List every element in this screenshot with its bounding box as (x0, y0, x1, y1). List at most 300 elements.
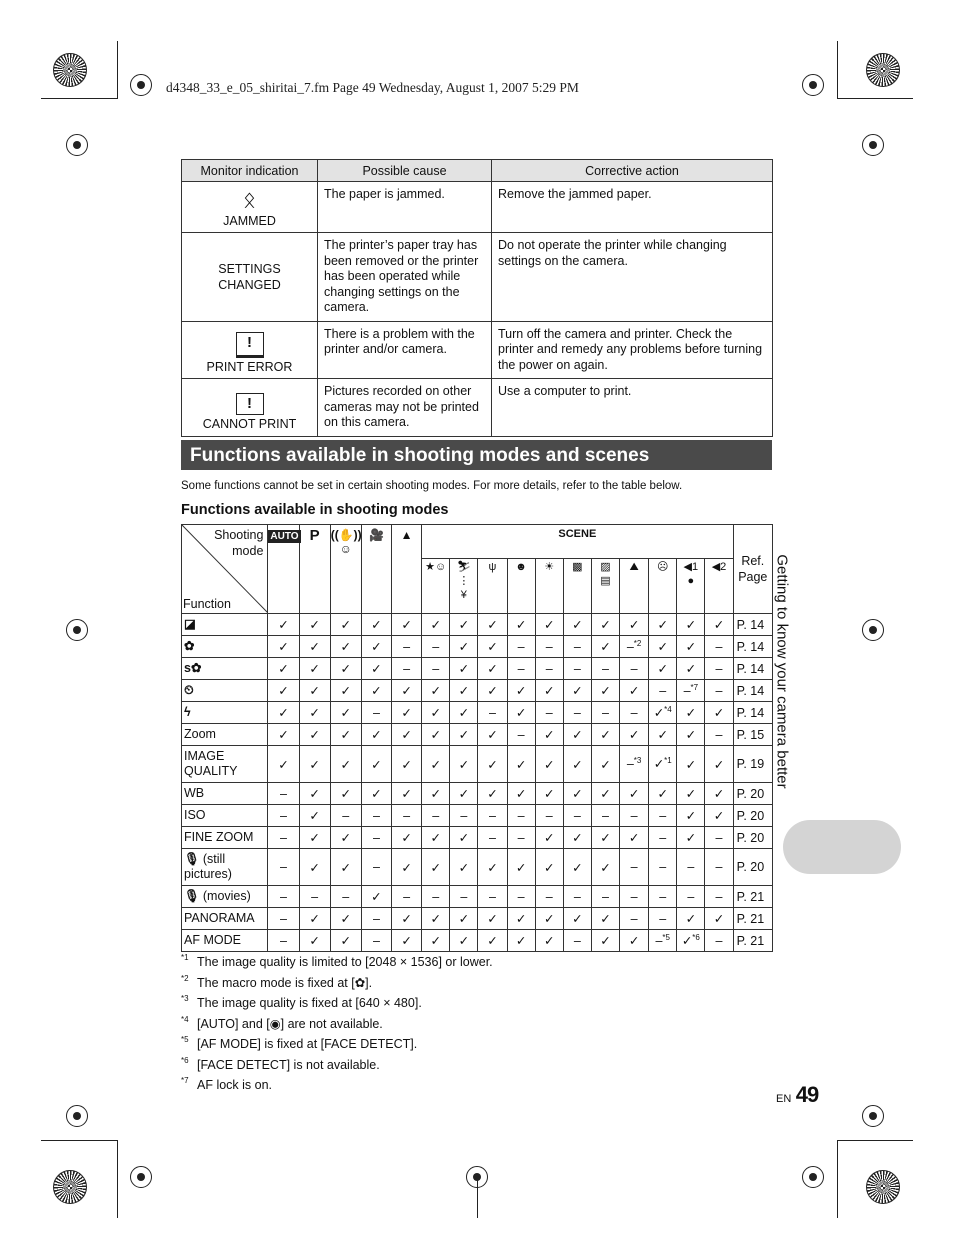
availability-mark: – (488, 889, 496, 904)
availability-cell (677, 805, 705, 827)
printer-error-icon: ! (236, 332, 264, 358)
availability-mark: – (432, 661, 440, 676)
ref-page: P. 14 (733, 702, 772, 724)
availability-cell (677, 783, 705, 805)
availability-cell (330, 930, 361, 952)
availability-mark: – (601, 705, 609, 720)
availability-cell (361, 849, 391, 886)
availability-cell (422, 658, 450, 680)
column-header: Monitor indication (182, 160, 318, 182)
availability-cell (299, 827, 330, 849)
registration-mark-icon (66, 619, 88, 641)
availability-mark: ✓ (430, 912, 441, 926)
registration-mark-icon (862, 134, 884, 156)
availability-mark: – (372, 911, 380, 926)
availability-mark: ✓ (600, 618, 611, 632)
availability-mark: ✓ (309, 757, 320, 772)
footnote-text: [FACE DETECT] is not available. (197, 1057, 380, 1072)
availability-mark: ✓ (600, 684, 611, 698)
availability-cell (705, 636, 733, 658)
availability-mark: – (342, 889, 350, 904)
availability-mark: ✓ (430, 787, 441, 801)
availability-mark: ✓ (458, 787, 470, 801)
availability-mark: ✓ (340, 757, 352, 772)
scene-header: SCENE (422, 525, 733, 559)
table-row (182, 849, 773, 886)
availability-mark: – (517, 889, 525, 904)
availability-cell (422, 930, 450, 952)
ref-page: P. 21 (733, 886, 772, 908)
availability-mark: ✓ (600, 728, 611, 742)
footnote-ref: *2 (633, 638, 642, 648)
availability-mark: ✓ (340, 684, 352, 698)
availability-cell (620, 658, 649, 680)
function-name (182, 805, 268, 827)
availability-cell (391, 658, 421, 680)
ref-header: Ref. Page (733, 525, 772, 614)
availability-mark: ✓ (572, 787, 583, 801)
availability-cell (422, 614, 450, 636)
availability-cell (361, 746, 391, 783)
error-table-header (182, 160, 773, 182)
availability-cell (361, 783, 391, 805)
availability-cell (649, 783, 677, 805)
availability-mark: – (601, 808, 609, 823)
availability-mark: – (545, 705, 553, 720)
availability-cell (563, 805, 591, 827)
availability-mark: ✓ (340, 662, 352, 676)
function-label: AF MODE (184, 933, 241, 947)
ref-page: P. 21 (733, 908, 772, 930)
availability-cell (450, 702, 478, 724)
availability-cell (620, 746, 649, 783)
function-label: ISO (184, 808, 206, 822)
availability-cell (677, 724, 705, 746)
availability-cell (299, 930, 330, 952)
availability-mark: – (372, 705, 380, 720)
availability-mark: – (545, 639, 553, 654)
footnote-ref: *5 (662, 932, 670, 942)
ref-page: P. 21 (733, 930, 772, 952)
availability-mark: – (460, 808, 468, 823)
availability-cell (507, 746, 535, 783)
availability-cell (563, 783, 591, 805)
availability-mark: ✓ (713, 912, 725, 926)
cause-cell: Pictures recorded on other cameras may not be printed on this camera. (318, 379, 492, 437)
ref-page: P. 14 (733, 614, 772, 636)
availability-mark: ✓ (309, 728, 320, 742)
availability-mark: ✓ (401, 860, 412, 875)
availability-mark: – (630, 889, 638, 904)
footnote-ref: *3 (633, 756, 642, 766)
function-label: (still pictures) (184, 852, 232, 881)
availability-mark: ✓ (572, 860, 583, 875)
availability-mark: ✓ (340, 618, 352, 632)
availability-cell (563, 849, 591, 886)
availability-cell (649, 680, 677, 702)
availability-mark: – (601, 661, 609, 676)
monitor-cell (182, 182, 318, 233)
availability-mark: ✓ (572, 728, 583, 742)
table-row (182, 930, 773, 952)
crop-line (837, 41, 838, 99)
availability-cell (422, 702, 450, 724)
availability-cell (268, 636, 299, 658)
availability-cell (677, 908, 705, 930)
availability-mark: – (573, 639, 581, 654)
availability-mark: – (488, 808, 496, 823)
availability-cell (330, 680, 361, 702)
registration-mark-icon (802, 1166, 824, 1188)
availability-mark: ✓ (340, 640, 352, 654)
availability-mark: ✓ (685, 662, 697, 676)
availability-cell (535, 702, 563, 724)
availability-mark: – (630, 705, 638, 720)
availability-cell (330, 886, 361, 908)
crop-line (41, 98, 117, 99)
availability-cell (620, 805, 649, 827)
availability-cell (705, 724, 733, 746)
availability-cell (563, 746, 591, 783)
availability-mark: – (545, 808, 553, 823)
availability-mark: – (280, 889, 287, 904)
availability-mark: ✓ (681, 934, 693, 949)
availability-mark: ✓ (487, 618, 498, 632)
availability-cell (478, 658, 507, 680)
monitor-label: PRINT ERROR (206, 359, 293, 374)
table-row (182, 658, 773, 680)
availability-mark: ✓ (430, 728, 441, 742)
availability-cell (649, 827, 677, 849)
availability-cell (361, 827, 391, 849)
availability-mark: ✓ (278, 662, 289, 676)
cause-cell: The printer’s paper tray has been removed or the printer has been operated while changing settings on the camera. (318, 233, 492, 322)
availability-mark: ✓ (278, 728, 289, 742)
availability-mark: – (372, 808, 380, 823)
footnote-ref: *4 (664, 704, 672, 714)
availability-cell (268, 724, 299, 746)
availability-mark: – (659, 860, 667, 874)
self-timer-icon: ⏲ (184, 683, 194, 697)
availability-cell (450, 636, 478, 658)
availability-cell (535, 886, 563, 908)
availability-mark: ✓ (278, 640, 289, 654)
availability-cell (677, 746, 705, 783)
availability-mark: ✓ (713, 618, 725, 632)
availability-mark: – (659, 889, 667, 904)
availability-mark: – (403, 889, 411, 904)
availability-mark: ✓ (515, 757, 527, 772)
availability-cell (478, 746, 507, 783)
scene-indoor-icon: ☻ (507, 559, 535, 614)
availability-mark: ✓ (401, 912, 412, 926)
availability-mark: ✓ (487, 860, 498, 875)
availability-cell (478, 930, 507, 952)
availability-mark: – (488, 830, 496, 845)
availability-mark: ✓ (309, 860, 320, 875)
page-number-value: 49 (795, 1082, 819, 1107)
footnote-text: The macro mode is fixed at [✿]. (197, 975, 373, 990)
availability-mark: ✓ (278, 757, 289, 772)
availability-mark: ✓ (401, 618, 412, 632)
availability-mark: – (683, 684, 691, 699)
availability-cell (620, 908, 649, 930)
availability-mark: ✓ (657, 787, 668, 801)
availability-mark: ✓ (543, 728, 555, 742)
availability-mark: ✓ (543, 757, 555, 772)
availability-mark: ✓ (401, 787, 412, 801)
footnote-text: [AF MODE] is fixed at [FACE DETECT]. (197, 1037, 418, 1051)
footnote-mark: *2 (181, 973, 189, 983)
availability-mark: ✓ (515, 618, 527, 632)
availability-mark: – (659, 911, 667, 926)
intro-text: Some functions cannot be set in certain shooting modes. For more details, refer to the table below. (181, 480, 683, 492)
availability-mark: ✓ (371, 787, 382, 801)
function-label: IMAGE QUALITY (184, 749, 238, 778)
footnote-text: The image quality is limited to [2048 × 1536] or lower. (197, 955, 493, 969)
availability-mark: ✓ (458, 706, 470, 720)
availability-mark: ✓ (713, 757, 725, 772)
availability-mark: ✓ (628, 684, 640, 698)
availability-mark: ✓ (458, 662, 470, 676)
macro-icon: ✿ (184, 639, 195, 653)
function-label: PANORAMA (184, 911, 255, 925)
function-label: WB (184, 786, 205, 800)
availability-cell (361, 930, 391, 952)
availability-mark: – (403, 808, 411, 823)
availability-mark: – (280, 830, 287, 845)
column-header: Possible cause (318, 160, 492, 182)
table-row (182, 614, 773, 636)
availability-mark: ✓ (401, 684, 412, 698)
availability-mark: – (460, 889, 468, 904)
availability-cell (478, 886, 507, 908)
availability-cell (391, 930, 421, 952)
availability-cell (620, 636, 649, 658)
table-row (182, 886, 773, 908)
availability-mark: – (280, 911, 287, 926)
availability-cell (649, 614, 677, 636)
availability-cell (478, 783, 507, 805)
table-row (182, 805, 773, 827)
footnote (181, 1032, 493, 1053)
availability-cell (422, 908, 450, 930)
availability-cell (450, 805, 478, 827)
availability-cell (391, 614, 421, 636)
footnote (181, 991, 493, 1012)
monitor-label: CANNOT PRINT (202, 417, 297, 431)
availability-mark: – (715, 639, 723, 654)
availability-mark: ✓ (515, 684, 527, 698)
function-label: Zoom (184, 727, 216, 741)
availability-cell (330, 849, 361, 886)
availability-mark: ✓ (685, 706, 697, 720)
availability-cell (705, 849, 733, 886)
availability-cell (422, 783, 450, 805)
availability-cell (450, 724, 478, 746)
action-cell: Remove the jammed paper. (492, 182, 773, 233)
table-row (182, 379, 773, 437)
availability-mark: – (659, 683, 667, 698)
availability-mark: – (715, 727, 723, 742)
availability-mark: – (280, 860, 287, 874)
availability-cell (450, 614, 478, 636)
mode-movie-header (361, 525, 391, 614)
availability-cell (391, 886, 421, 908)
availability-cell (620, 827, 649, 849)
availability-mark: ✓ (657, 728, 668, 742)
availability-mark: ✓ (278, 618, 289, 632)
availability-mark: ✓ (653, 706, 665, 721)
page-number (776, 1082, 818, 1108)
crop-line (837, 1140, 838, 1218)
availability-cell (391, 746, 421, 783)
availability-cell (677, 680, 705, 702)
mode-landscape-header (391, 525, 421, 614)
mode-stabilization-header (330, 525, 361, 614)
availability-mark: – (432, 889, 440, 904)
availability-mark: ✓ (543, 618, 555, 632)
availability-cell (535, 658, 563, 680)
monitor-label: SETTINGS CHANGED (218, 262, 281, 292)
table-row (182, 321, 773, 379)
super-macro-icon: s✿ (184, 661, 202, 675)
availability-mark: ✓ (278, 706, 289, 720)
scene-beach-snow-icon: ⛰ (620, 559, 649, 614)
warning-icon: ! (236, 393, 264, 415)
availability-cell (507, 783, 535, 805)
footnote (181, 971, 493, 992)
availability-mark: – (280, 933, 287, 948)
availability-mark: ✓ (600, 757, 611, 772)
availability-mark: ✓ (685, 757, 697, 772)
availability-mark: ✓ (653, 757, 665, 772)
availability-mark: ✓ (628, 831, 640, 845)
availability-cell (507, 849, 535, 886)
footnotes (181, 950, 493, 1094)
ref-page: P. 14 (733, 658, 772, 680)
availability-cell (330, 658, 361, 680)
action-cell: Do not operate the printer while changing settings on the camera. (492, 233, 773, 322)
availability-cell (330, 702, 361, 724)
availability-cell (450, 783, 478, 805)
footnote (181, 1073, 493, 1094)
availability-mark: – (311, 889, 319, 904)
availability-cell (507, 636, 535, 658)
availability-cell (705, 746, 733, 783)
availability-mark: ✓ (628, 787, 640, 801)
crop-line (117, 1140, 118, 1218)
availability-cell (391, 724, 421, 746)
scene-underwater1-icon: ◀1 ● (677, 559, 705, 614)
ref-page: P. 20 (733, 783, 772, 805)
availability-cell (677, 636, 705, 658)
availability-cell (677, 614, 705, 636)
availability-cell (361, 680, 391, 702)
availability-cell (450, 849, 478, 886)
footnote-mark: *3 (181, 994, 189, 1003)
availability-cell (620, 724, 649, 746)
availability-mark: ✓ (600, 787, 611, 801)
registration-mark-icon (130, 74, 152, 96)
function-label: Function (183, 597, 231, 611)
ref-page: P. 19 (733, 746, 772, 783)
availability-mark: ✓ (628, 934, 640, 948)
availability-cell (649, 658, 677, 680)
availability-mark: – (687, 889, 695, 904)
availability-mark: ✓ (685, 618, 697, 632)
availability-mark: ✓ (487, 934, 498, 948)
availability-mark: ✓ (600, 912, 611, 926)
availability-mark: – (659, 808, 667, 823)
availability-mark: ✓ (278, 684, 289, 698)
availability-cell (450, 886, 478, 908)
function-name (182, 849, 268, 886)
availability-mark: ✓ (487, 912, 498, 926)
availability-mark: – (280, 808, 287, 823)
availability-mark: ✓ (572, 757, 583, 772)
function-name (182, 746, 268, 783)
availability-mark: ✓ (515, 706, 527, 720)
shooting-mode-label: Shooting mode (214, 528, 264, 558)
availability-cell (391, 783, 421, 805)
availability-mark: ✓ (309, 787, 320, 801)
availability-cell (563, 827, 591, 849)
availability-cell (591, 930, 619, 952)
availability-cell (620, 702, 649, 724)
availability-mark: – (488, 705, 496, 720)
table-row (182, 724, 773, 746)
availability-cell (649, 636, 677, 658)
availability-mark: ✓ (600, 831, 611, 845)
availability-mark: – (372, 933, 380, 948)
action-cell: Turn off the camera and printer. Check the printer and remedy any problems before turning the power on again. (492, 321, 773, 379)
availability-mark: – (715, 830, 723, 845)
header-row (182, 525, 773, 559)
registration-mark-icon (130, 1166, 152, 1188)
availability-cell (563, 614, 591, 636)
availability-mark: – (403, 639, 411, 654)
microphone-icon: 🎙 (184, 889, 200, 903)
availability-mark: – (517, 639, 525, 654)
corner-cell (182, 525, 268, 614)
availability-cell (450, 680, 478, 702)
availability-cell (478, 702, 507, 724)
scene-fireworks-icon: ▩ (563, 559, 591, 614)
availability-mark: ✓ (371, 890, 382, 904)
availability-cell (563, 930, 591, 952)
availability-mark: ✓ (543, 860, 555, 875)
availability-mark: – (372, 860, 380, 874)
availability-cell (591, 636, 619, 658)
availability-mark: ✓ (685, 787, 697, 801)
availability-mark: ✓ (515, 787, 527, 801)
availability-cell (677, 930, 705, 952)
availability-cell (268, 827, 299, 849)
availability-cell (620, 886, 649, 908)
availability-cell (591, 658, 619, 680)
footnote-mark: *7 (181, 1076, 189, 1085)
availability-cell (478, 680, 507, 702)
scene-candle-icon: ψ (478, 559, 507, 614)
availability-mark: – (601, 889, 609, 904)
table-row (182, 233, 773, 322)
monitor-cell (182, 233, 318, 322)
availability-mark: ✓ (628, 618, 640, 632)
availability-cell (649, 724, 677, 746)
availability-cell (391, 827, 421, 849)
availability-mark: ✓ (371, 728, 382, 742)
